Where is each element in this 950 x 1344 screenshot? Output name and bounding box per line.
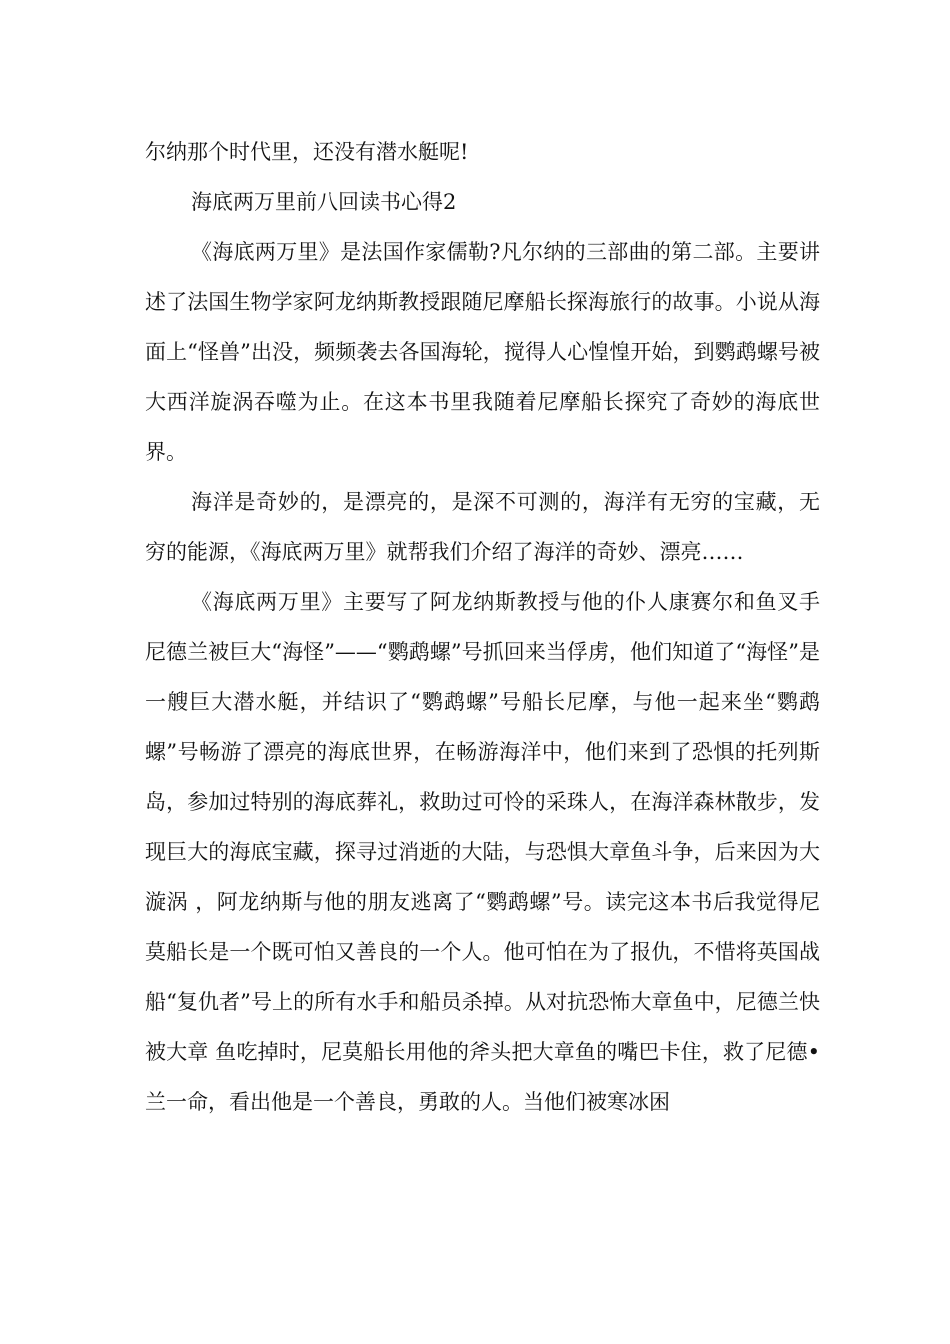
section-title: 海底两万里前八回读书心得2 bbox=[191, 190, 457, 214]
paragraph-intro: 《海底两万里》是法国作家儒勒?凡尔纳的三部曲的第二部。主要讲述了法国生物学家阿龙纳斯教授跟随尼摩船长探海旅行的故事。小说从海面上“怪兽”出没，频频袭去各国海轮，搅得人心惶惶开始，到鹦鹉螺号被大西洋旋涡吞噬为止。在这本书里我随着尼摩船长探究了奇妙的海底世界。 bbox=[145, 240, 820, 464]
document-body bbox=[145, 127, 820, 1127]
paragraph-ocean: 海洋是奇妙的，是漂亮的，是深不可测的，海洋有无穷的宝藏，无穷的能源，《海底两万里》就帮我们介绍了海洋的奇妙、漂亮…… bbox=[145, 490, 820, 564]
paragraph-continuation: 尔纳那个时代里，还没有潜水艇呢! bbox=[145, 140, 469, 164]
paragraph-summary: 《海底两万里》主要写了阿龙纳斯教授与他的仆人康赛尔和鱼叉手尼德兰被巨大“海怪”——“鹦鹉螺”号抓回来当俘虏，他们知道了“海怪”是一艘巨大潜水艇，并结识了“鹦鹉螺”号船长尼摩，与他一起来坐“鹦鹉 螺”号畅游了漂亮的海底世界，在畅游海洋中，他们来到了恐惧的托列斯岛，参加过特别的海底葬礼，救助过可怜的采珠人，在海洋森林散步，发现巨大的海底宝藏，探寻过消逝的大陆，与恐惧大章鱼斗争，后来因为大漩涡 ，阿龙纳斯与他的朋友逃离了“鹦鹉螺”号。读完这本书后我觉得尼莫船长是一个既可怕又善良的一个人。他可怕在为了报仇，不惜将英国战船“复仇者”号上的所有水手和船员杀掉。从对抗恐怖大章鱼中，尼德兰快被大章 鱼吃掉时，尼莫船长用他的斧头把大章鱼的嘴巴卡住，救了尼德•兰一命，看出他是一个善良，勇敢的人。当他们被寒冰困 bbox=[145, 590, 820, 1114]
